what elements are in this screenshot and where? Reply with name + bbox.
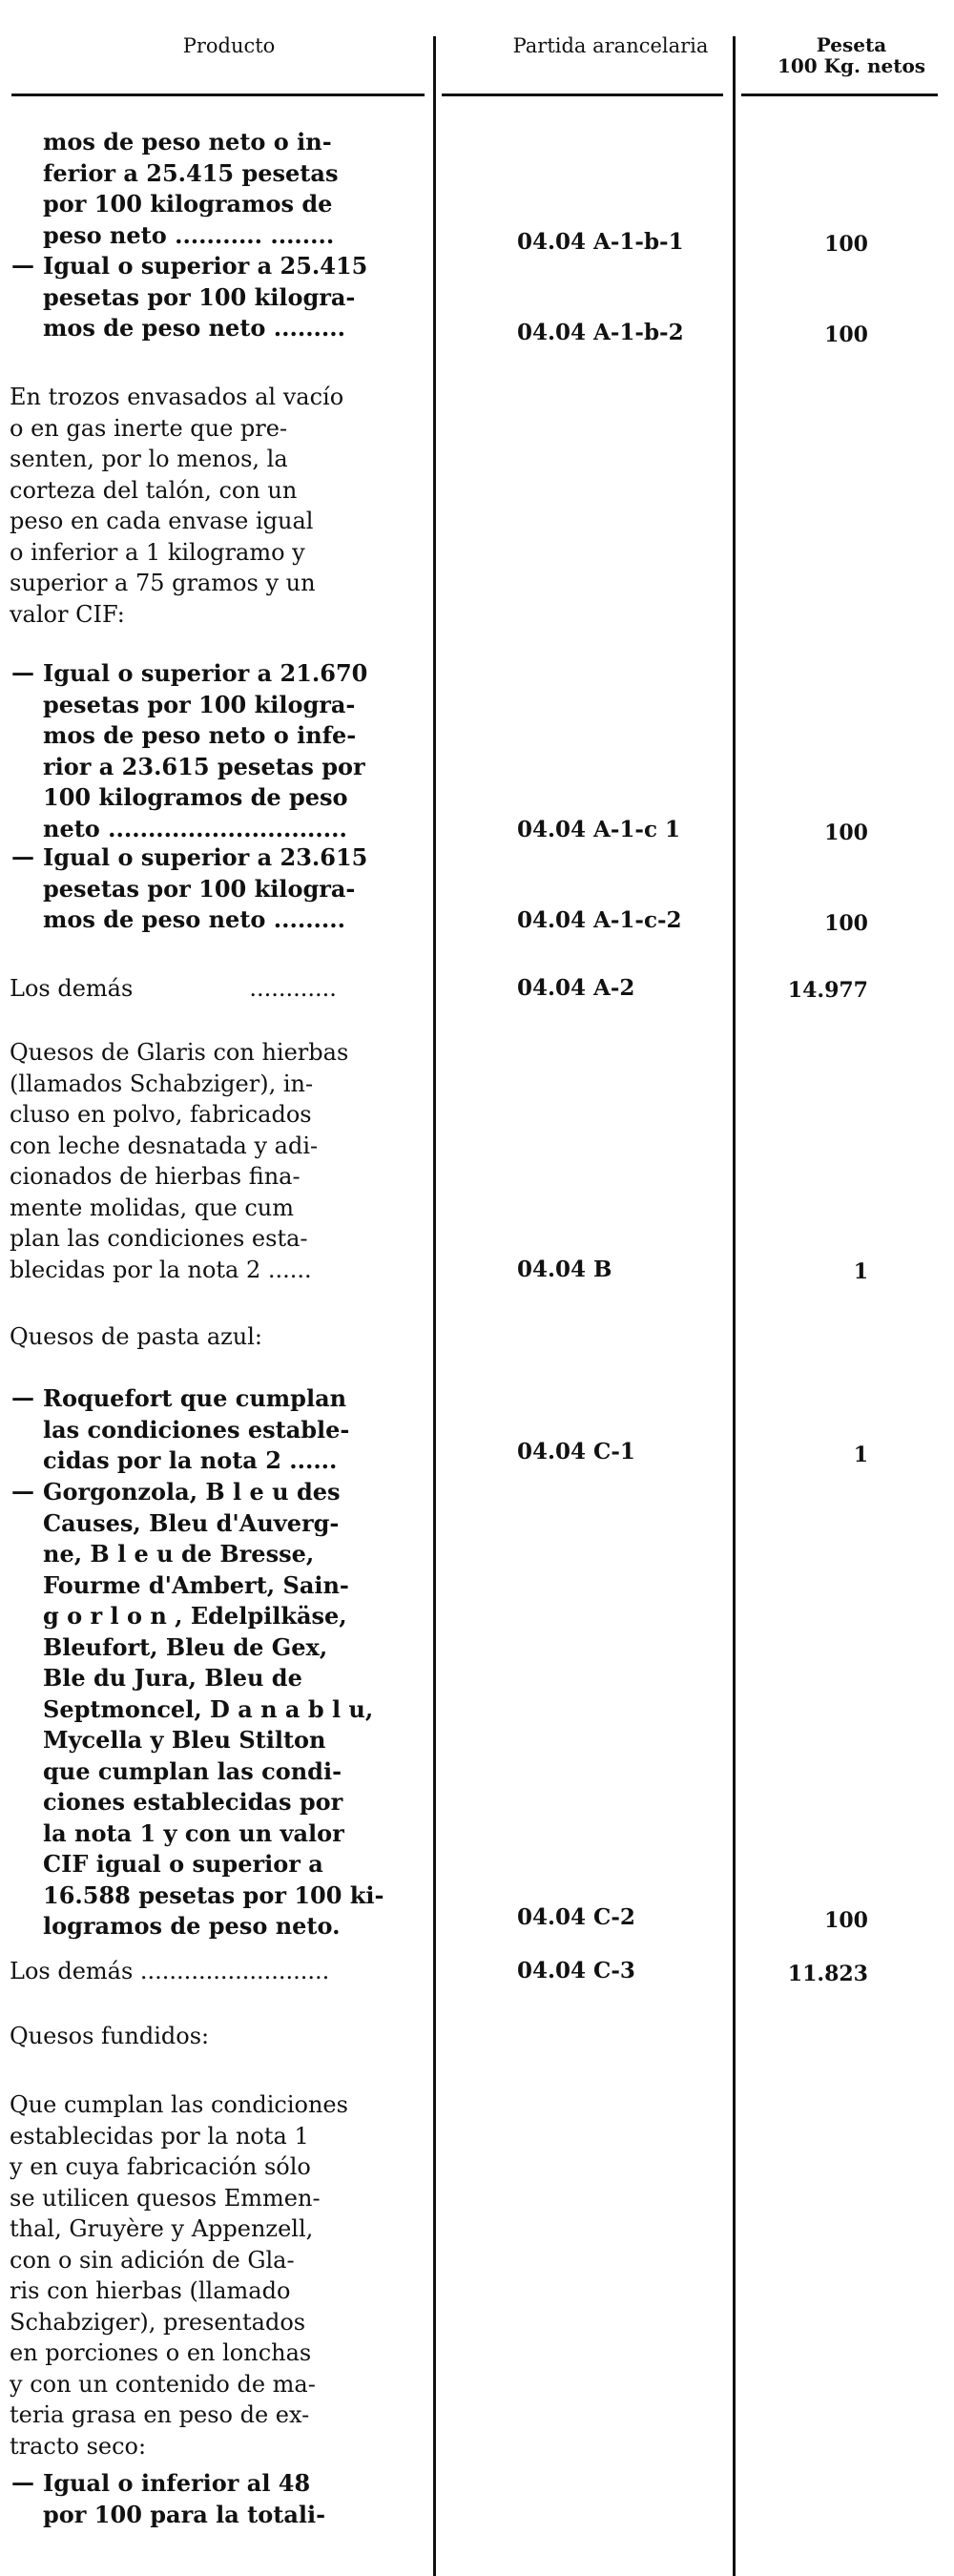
tariff-value: 14.977 [787, 978, 868, 1003]
tariff-code: 04.04 A-1-c 1 [517, 817, 680, 842]
header-rule-peseta [741, 93, 938, 96]
row-text: Que cumplan las condiciones establecidas por la nota 1 y en cuya fabricación sólo se utilicen quesos Emmen- thal, Gruyère y Appenzell, con o sin adición de Gla- ris con hierbas (llamado Schabziger), presentados en porciones o en lonchas y con un contenido de ma- teria grasa en peso de ex- tracto seco: [10, 2091, 348, 2460]
row-text: mos de peso neto o in- ferior a 25.415 pesetas por 100 kilogramos de peso neto ........... ........ [43, 128, 339, 249]
dash-bullet: — [11, 658, 34, 686]
row-text: Quesos de pasta azul: [10, 1323, 262, 1350]
row-text: En trozos envasados al vacío o en gas inerte que pre- senten, por lo menos, la corteza del talón, con un peso en cada envase igual o inferior a 1 kilogramo y superior a 75 gramos y un valor CIF: [10, 384, 344, 628]
tariff-code: 04.04 B [517, 1257, 612, 1282]
header-partida-arancelaria: Partida arancelaria [512, 34, 709, 57]
header-rule-partida [442, 93, 723, 96]
tariff-value: 100 [824, 1908, 868, 1933]
column-divider-2 [733, 36, 736, 2576]
column-divider-1 [433, 36, 436, 2576]
header-producto: Producto [182, 34, 276, 57]
tariff-code: 04.04 A-2 [517, 975, 635, 1001]
header-peseta-line1: Peseta [816, 33, 887, 56]
tariff-value: 1 [853, 1259, 868, 1284]
dash-bullet: — [11, 2468, 34, 2496]
row-text: Igual o inferior al 48 por 100 para la totali- [43, 2469, 326, 2528]
row-text: Igual o superior a 23.615 pesetas por 100 kilogra- mos de peso neto ......... [43, 843, 368, 933]
dash-bullet: — [11, 1477, 34, 1505]
tariff-code: 04.04 C-2 [517, 1904, 635, 1930]
tariff-value: 100 [824, 232, 868, 257]
row-text: Gorgonzola, B l e u des Causes, Bleu d'Auverg- ne, B l e u de Bresse, Fourme d'Ambert, Sain- g o r l o n , Edelpilkäse, Bleufort, Bleu de Gex, Ble du Jura, Bleu de Septmoncel, D a n a b l u, Mycella y Bleu Stilton que cumplan las condi- ciones establecidas por la nota 1 y con un valor CIF igual o superior a 16.588 pesetas por 100 ki- logramos de peso neto. [43, 1478, 384, 1940]
dash-bullet: — [11, 1383, 34, 1411]
tariff-code: 04.04 A-1-b-1 [517, 229, 684, 255]
tariff-value: 100 [824, 911, 868, 936]
tariff-value: 11.823 [787, 1962, 868, 1986]
header-peseta-line2: 100 Kg. netos [777, 54, 926, 77]
tariff-value: 100 [824, 322, 868, 347]
row-text: Quesos fundidos: [10, 2023, 210, 2049]
row-text: Igual o superior a 25.415 pesetas por 100 kilogra- mos de peso neto ......... [43, 252, 368, 342]
tariff-code: 04.04 C-1 [517, 1439, 635, 1465]
row-text: Quesos de Glaris con hierbas (llamados Schabziger), in- cluso en polvo, fabricados con leche desnatada y adi- cionados de hierbas fina- mente molidas, que cum plan las condiciones esta- blecidas por la nota 2 ...... [10, 1039, 349, 1283]
tariff-value: 100 [824, 821, 868, 845]
header-peseta [749, 34, 954, 76]
row-text: Roquefort que cumplan las condiciones estable- cidas por la nota 2 ...... [43, 1384, 350, 1474]
tariff-code: 04.04 C-3 [517, 1958, 635, 1984]
tariff-code: 04.04 A-1-b-2 [517, 320, 684, 345]
row-text: Los demás .......................... [10, 1958, 330, 1984]
row-text: Igual o superior a 21.670 pesetas por 100 kilogra- mos de peso neto o infe- rior a 23.615 pesetas por 100 kilogramos de peso neto .............................. [43, 659, 368, 842]
row-text: Los demás ............ [10, 975, 337, 1002]
dash-bullet: — [11, 842, 34, 870]
tariff-value: 1 [853, 1443, 868, 1467]
header-rule-producto [11, 93, 425, 96]
dash-bullet: — [11, 251, 34, 279]
tariff-code: 04.04 A-1-c-2 [517, 907, 682, 933]
